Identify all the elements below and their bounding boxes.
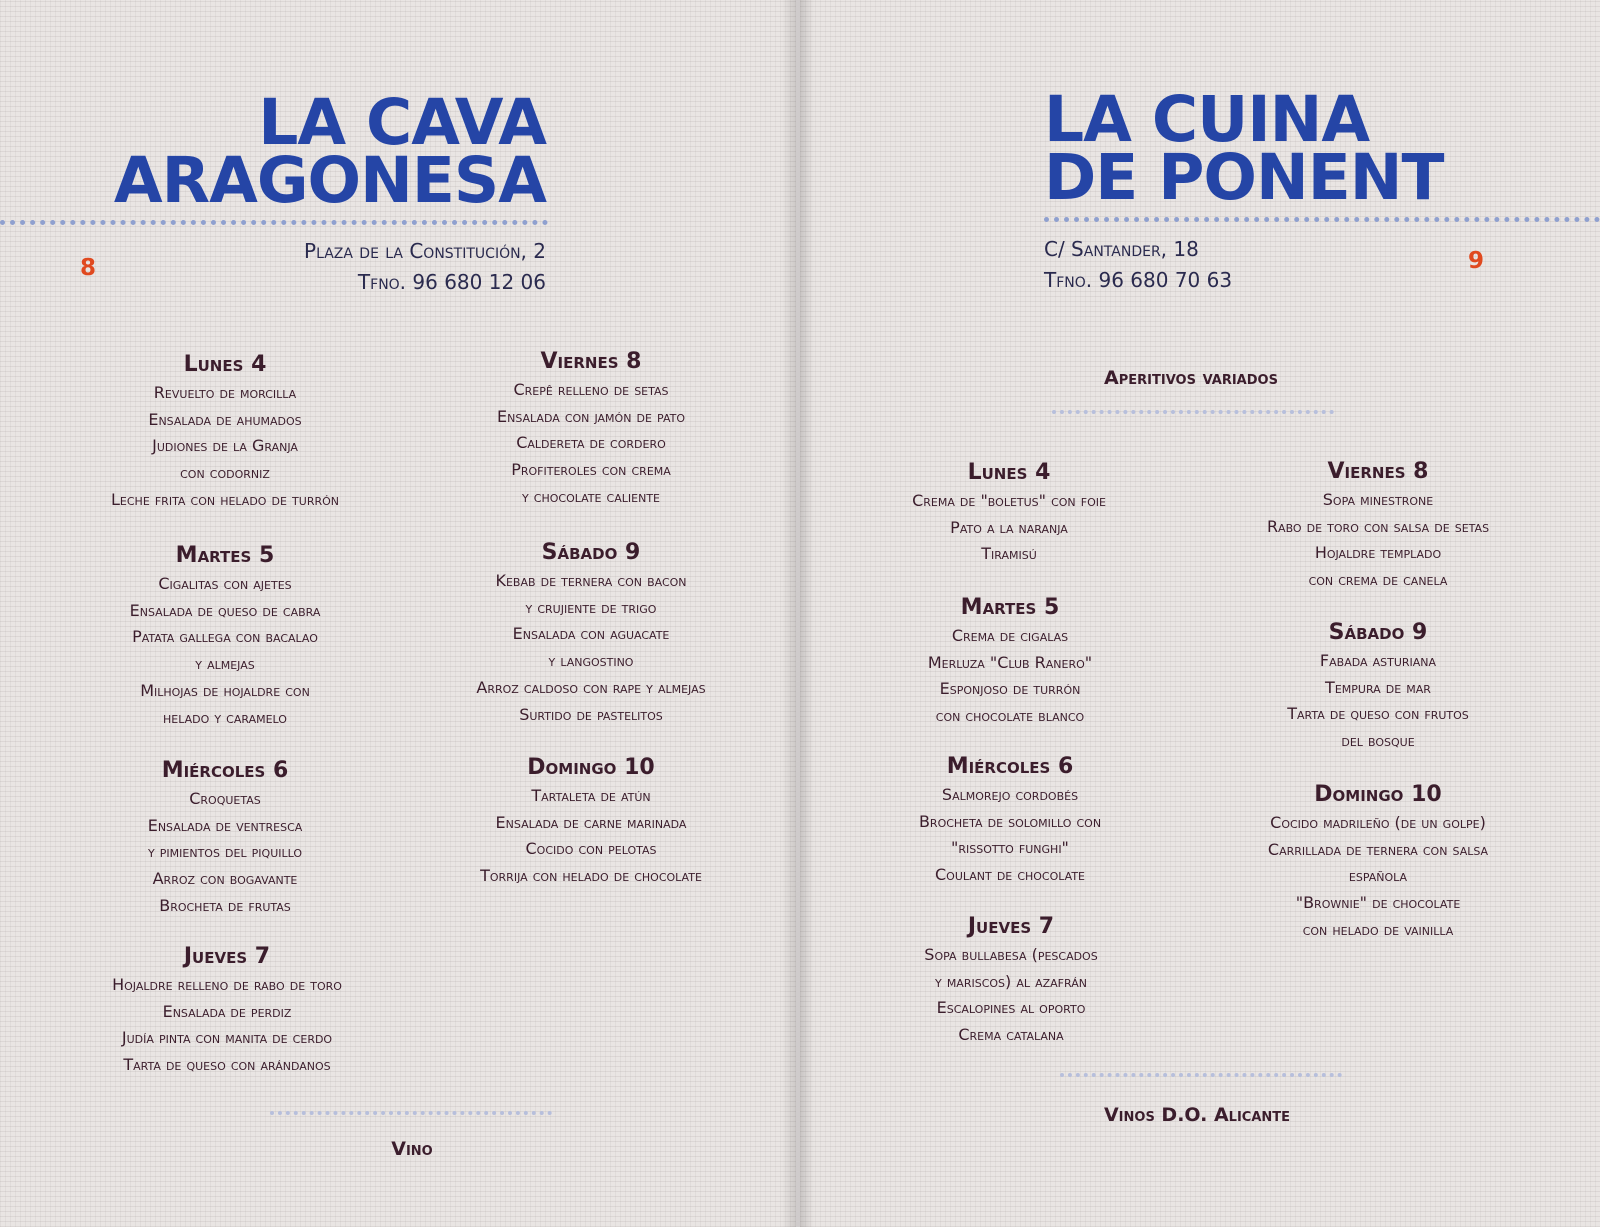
dish-item: del bosque: [1341, 731, 1415, 751]
dish-item: Kebab de ternera con bacon: [495, 571, 687, 590]
day-title: Lunes 4: [967, 460, 1051, 485]
dish-item: Ensalada con aguacate: [512, 624, 670, 644]
dish-item: Salmorejo cordobés: [941, 785, 1079, 804]
dish-item: Ensalada de carne marinada: [495, 812, 687, 832]
dish-item: y langostino: [548, 651, 634, 671]
dish-item: Fabada asturiana: [1319, 651, 1437, 670]
dish-item: Hojaldre templado: [1314, 543, 1442, 563]
restaurant-title-right: [1044, 83, 1444, 214]
day-menu-viernes: [1267, 457, 1489, 594]
day-menu-miercoles: [148, 756, 303, 920]
dish-item: Tiramisú: [981, 544, 1037, 564]
day-menu-viernes: [497, 347, 685, 511]
restaurant-title-left: [113, 86, 546, 217]
dish-item: Crema de "boletus" con foie: [912, 491, 1106, 510]
dish-item: y chocolate caliente: [522, 486, 660, 506]
day-title: Domingo 10: [1314, 782, 1442, 807]
wine-label: Vino: [391, 1138, 433, 1160]
dish-item: Brocheta de frutas: [159, 895, 291, 915]
title-line: ARAGONESA: [113, 144, 546, 217]
phone-number: Tfno. 96 680 70 63: [1044, 268, 1233, 292]
dish-item: Rabo de toro con salsa de setas: [1266, 516, 1490, 536]
wine-label: Vinos D.O. Alicante: [1103, 1104, 1291, 1126]
restaurant-address: [304, 236, 546, 298]
title-line: DE PONENT: [1044, 141, 1444, 214]
dish-item: Milhojas de hojaldre con: [140, 680, 310, 700]
dish-item: Patata gallega con bacalao: [132, 627, 318, 647]
title-line: LA CAVA: [258, 86, 546, 159]
day-title: Martes 5: [960, 595, 1060, 620]
spine-shadow: [800, 0, 814, 1227]
left-page: [0, 0, 796, 1227]
title-divider: [0, 220, 548, 225]
dish-item: con crema de canela: [1308, 570, 1448, 590]
dish-item: Sopa minestrone: [1322, 490, 1434, 509]
dish-item: y crujiente de trigo: [525, 597, 657, 617]
day-title: Miércoles 6: [161, 758, 289, 783]
dish-item: Tempura de mar: [1325, 677, 1431, 697]
day-title: Domingo 10: [527, 755, 655, 780]
dish-item: Carrillada de ternera con salsa: [1267, 839, 1489, 859]
day-title: Lunes 4: [183, 352, 267, 377]
dish-item: Croquetas: [189, 789, 261, 808]
day-title: Viernes 8: [540, 349, 642, 374]
appetizers-divider: [1052, 410, 1334, 414]
dish-item: Escalopines al oporto: [936, 998, 1086, 1018]
dish-item: Tarta de queso con frutos: [1287, 704, 1469, 724]
dish-item: con helado de vainilla: [1302, 919, 1454, 939]
dish-item: española: [1348, 866, 1408, 886]
street-address: C/ Santander, 18: [1044, 237, 1199, 261]
dish-item: "rissotto funghi": [951, 838, 1069, 858]
dish-item: Merluza "Club Ranero": [927, 652, 1093, 672]
phone-number: Tfno. 96 680 12 06: [357, 270, 546, 294]
dish-item: Revuelto de morcilla: [153, 383, 297, 402]
dish-item: y almejas: [195, 654, 255, 674]
dish-item: y mariscos) al azafrán: [935, 971, 1087, 991]
day-title: Viernes 8: [1327, 459, 1429, 484]
dish-item: Crema catalana: [958, 1025, 1064, 1045]
day-menu-martes: [928, 593, 1092, 730]
dish-item: con codorniz: [180, 463, 270, 483]
dish-item: "Brownie" de chocolate: [1295, 893, 1461, 913]
dish-item: y pimientos del piquillo: [147, 842, 303, 862]
dish-item: helado y caramelo: [163, 707, 287, 727]
dish-item: Ensalada de queso de cabra: [129, 600, 321, 620]
day-menu-domingo: [480, 753, 702, 890]
dish-item: Judía pinta con manita de cerdo: [121, 1028, 333, 1048]
dish-item: con chocolate blanco: [935, 706, 1085, 726]
day-title: Jueves 7: [967, 914, 1055, 939]
dish-item: Caldereta de cordero: [516, 433, 666, 453]
dish-item: Hojaldre relleno de rabo de toro: [112, 975, 342, 994]
footer-divider: [1060, 1073, 1342, 1077]
dish-item: Ensalada de ahumados: [148, 409, 302, 429]
dish-item: Leche frita con helado de turrón: [111, 489, 339, 509]
day-menu-domingo: [1268, 780, 1488, 944]
right-page: [800, 0, 1600, 1227]
dish-item: Arroz con bogavante: [152, 869, 298, 889]
dish-item: Judiones de la Granja: [152, 436, 298, 456]
title-divider: [1044, 217, 1600, 222]
dish-item: Ensalada de ventresca: [147, 815, 303, 835]
dish-item: Ensalada de perdiz: [162, 1001, 292, 1021]
day-menu-sabado: [1287, 618, 1469, 755]
dish-item: Esponjoso de turrón: [939, 679, 1081, 699]
restaurant-address: [1044, 234, 1232, 296]
day-menu-sabado: [476, 538, 705, 728]
footer-divider: [270, 1111, 552, 1115]
day-menu-lunes: [111, 350, 339, 514]
day-title: Sábado 9: [1328, 620, 1428, 645]
dish-item: Cocido madrileño (de un golpe): [1270, 813, 1486, 832]
dish-item: Surtido de pastelitos: [519, 704, 663, 724]
title-line: LA CUINA: [1044, 83, 1370, 156]
page-number: 8: [80, 255, 97, 281]
dish-item: Ensalada con jamón de pato: [496, 406, 686, 426]
dish-item: Profiteroles con crema: [511, 460, 671, 480]
appetizers-label: Aperitivos variados: [1104, 367, 1278, 389]
dish-item: Crema de cigalas: [951, 626, 1069, 645]
day-title: Jueves 7: [183, 944, 271, 969]
dish-item: Cigalitas con ajetes: [158, 574, 292, 593]
spine-shadow: [782, 0, 796, 1227]
dish-item: Brocheta de solomillo con: [918, 811, 1102, 831]
dish-item: Coulant de chocolate: [934, 865, 1085, 885]
dish-item: Tarta de queso con arándanos: [123, 1055, 331, 1075]
page-number: 9: [1468, 248, 1485, 274]
day-title: Sábado 9: [541, 540, 641, 565]
dish-item: Arroz caldoso con rape y almejas: [476, 677, 706, 697]
day-title: Martes 5: [175, 543, 275, 568]
dish-item: Crepê relleno de setas: [513, 380, 669, 399]
day-menu-miercoles: [919, 752, 1101, 889]
street-address: Plaza de la Constitución, 2: [304, 239, 546, 263]
day-menu-lunes: [912, 458, 1106, 568]
day-menu-martes: [130, 541, 321, 731]
day-menu-jueves: [112, 942, 342, 1079]
dish-item: Sopa bullabesa (pescados: [924, 945, 1098, 964]
dish-item: Tartaleta de atún: [531, 786, 651, 805]
dish-item: Cocido con pelotas: [525, 839, 657, 859]
day-title: Miércoles 6: [946, 754, 1074, 779]
dish-item: Torrija con helado de chocolate: [480, 866, 702, 886]
day-menu-jueves: [924, 912, 1097, 1049]
dish-item: Pato a la naranja: [950, 517, 1068, 537]
